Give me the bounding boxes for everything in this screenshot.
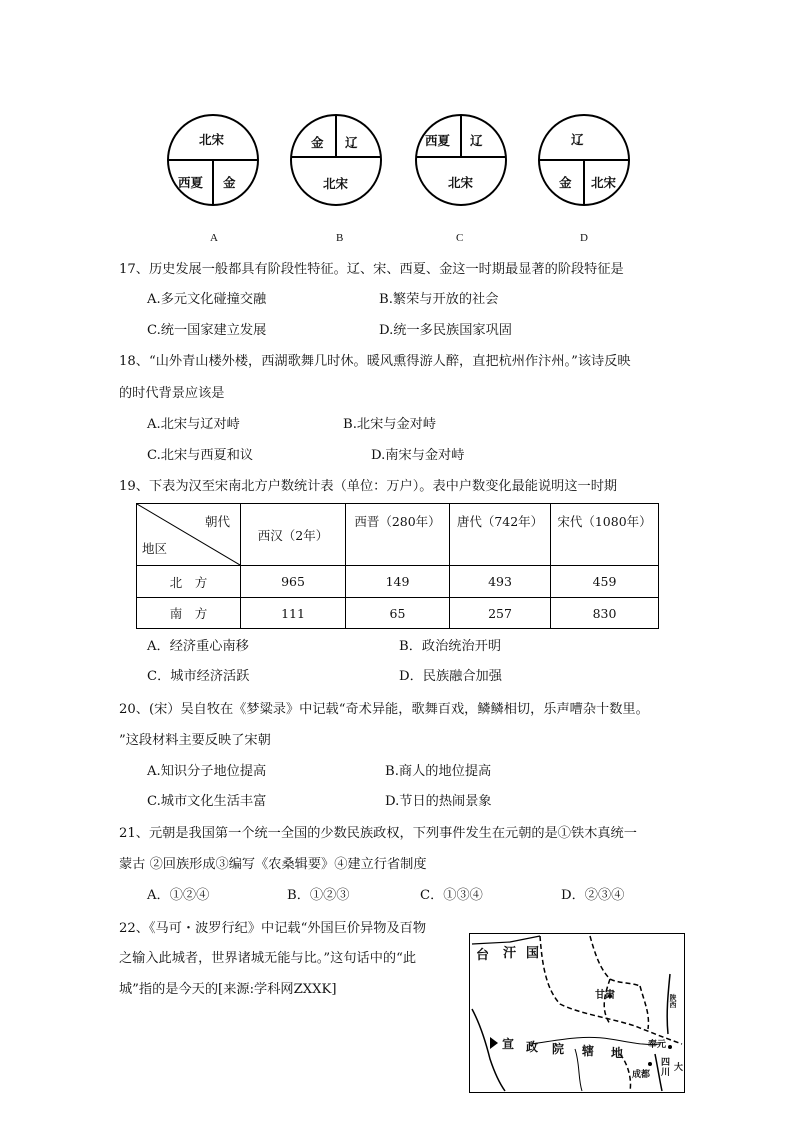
corner-bottom-label: 地区 bbox=[142, 541, 168, 556]
table-cell: 965 bbox=[241, 566, 346, 598]
map-label: 陕西 bbox=[669, 994, 677, 1008]
table-row bbox=[137, 566, 659, 598]
table-col-header: 西晋（280年） bbox=[346, 504, 450, 566]
circle-d-label-top: 辽 bbox=[571, 132, 584, 147]
table-row-label: 北 方 bbox=[137, 566, 241, 598]
circle-a-label-left: 西夏 bbox=[178, 175, 204, 190]
circle-d-label-left: 金 bbox=[559, 175, 572, 190]
circle-diagram-a bbox=[166, 113, 260, 207]
map-label: 大 bbox=[674, 1063, 684, 1073]
q20-option-a: A.知识分子地位提高 bbox=[147, 764, 267, 779]
q17-option-a: A.多元文化碰撞交融 bbox=[147, 292, 267, 307]
q20-stem-line2: ”这段材料主要反映了宋朝 bbox=[119, 733, 271, 748]
circle-c-label-bottom: 北宋 bbox=[448, 175, 474, 190]
circle-a-svg bbox=[166, 113, 260, 207]
q17-stem: 17、历史发展一般都具有阶段性特征。辽、宋、西夏、金这一时期最显著的阶段特征是 bbox=[119, 262, 624, 277]
q22-stem-line2: 之输入此城者，世界诸城无能与比。”这句话中的“此 bbox=[119, 951, 417, 966]
map-label: 成都 bbox=[632, 1070, 651, 1080]
circle-letter-b: B bbox=[336, 232, 344, 244]
table-col-header: 宋代（1080年） bbox=[551, 504, 659, 566]
q21-stem-line1: 21、元朝是我国第一个统一全国的少数民族政权，下列事件发生在元朝的是①铁木真统一 bbox=[119, 826, 637, 841]
q18-stem-line1: 18、“山外青山楼外楼，西湖歌舞几时休。暖风熏得游人醉，直把杭州作汴州。”该诗反映 bbox=[119, 354, 631, 369]
circle-b-label-bottom: 北宋 bbox=[323, 176, 349, 191]
table-col-header: 唐代（742年） bbox=[450, 504, 551, 566]
circle-c-label-right: 辽 bbox=[470, 133, 483, 148]
q20-option-d: D.节日的热闹景象 bbox=[385, 794, 492, 809]
circle-diagram-b bbox=[289, 113, 383, 207]
historical-map bbox=[469, 933, 685, 1093]
map-label: 四 bbox=[661, 1058, 671, 1068]
circle-d-svg bbox=[537, 113, 631, 207]
map-label: 宣 bbox=[502, 1037, 515, 1051]
map-label: 汗 bbox=[503, 946, 517, 961]
map-label: 政 bbox=[526, 1040, 539, 1054]
household-stats-table bbox=[136, 503, 659, 629]
q19-option-b: B．政治统治开明 bbox=[399, 639, 502, 654]
map-label: 奉元 bbox=[648, 1040, 667, 1050]
map-label: 台 bbox=[476, 948, 490, 963]
map-label: 辖 bbox=[582, 1044, 595, 1058]
q18-option-a: A.北宋与辽对峙 bbox=[147, 417, 240, 432]
q19-stem: 19、下表为汉至宋南北方户数统计表（单位：万户）。表中户数变化最能说明这一时期 bbox=[119, 479, 618, 494]
q19-option-a: A．经济重心南移 bbox=[147, 639, 249, 654]
map-label: 川 bbox=[661, 1068, 671, 1078]
q19-option-c: C．城市经济活跃 bbox=[147, 669, 250, 684]
circle-diagram-d bbox=[537, 113, 631, 207]
q18-option-d: D.南宋与金对峙 bbox=[371, 448, 465, 463]
q18-stem-line2: 的时代背景应该是 bbox=[119, 386, 225, 401]
table-header-row bbox=[137, 504, 659, 566]
circle-letter-c: C bbox=[456, 232, 464, 244]
circle-d-label-right: 北宋 bbox=[591, 175, 617, 190]
q17-option-d: D.统一多民族国家巩固 bbox=[379, 323, 512, 338]
circle-diagram-c bbox=[414, 113, 508, 207]
corner-top-label: 朝代 bbox=[204, 514, 230, 529]
q21-option-a: A．①②④ bbox=[147, 888, 210, 903]
circle-a-label-right: 金 bbox=[223, 175, 236, 190]
q17-option-b: B.繁荣与开放的社会 bbox=[379, 292, 499, 307]
table-cell: 257 bbox=[450, 598, 551, 629]
circle-c-label-left: 西夏 bbox=[425, 133, 451, 148]
circle-letter-a: A bbox=[210, 232, 218, 244]
table-corner-cell bbox=[137, 504, 241, 566]
circle-b-label-right: 辽 bbox=[345, 135, 358, 150]
q21-stem-line2: 蒙古 ②回族形成③编写《农桑辑要》④建立行省制度 bbox=[119, 857, 427, 872]
table-row bbox=[137, 598, 659, 629]
map-label: 甘肃 bbox=[595, 990, 615, 1001]
circle-letter-d: D bbox=[580, 232, 588, 244]
circle-b-svg bbox=[289, 113, 383, 207]
table-cell: 493 bbox=[450, 566, 551, 598]
q20-option-b: B.商人的地位提高 bbox=[385, 764, 492, 779]
table-col-header: 西汉（2年） bbox=[241, 504, 346, 566]
q17-option-c: C.统一国家建立发展 bbox=[147, 323, 267, 338]
table-cell: 149 bbox=[346, 566, 450, 598]
table-cell: 111 bbox=[241, 598, 346, 629]
table-row-label: 南 方 bbox=[137, 598, 241, 629]
q20-stem-line1: 20、(宋）吴自牧在《梦粱录》中记载“奇术异能，歌舞百戏，鳞鳞相切，乐声嘈杂十数里。 bbox=[119, 702, 649, 717]
circle-a-label-top: 北宋 bbox=[199, 132, 225, 147]
q22-stem-line3: 城”指的是今天的[来源:学科网ZXXK] bbox=[119, 982, 337, 997]
q18-option-c: C.北宋与西夏和议 bbox=[147, 448, 254, 463]
table-cell: 830 bbox=[551, 598, 659, 629]
circle-b-label-left: 金 bbox=[311, 135, 324, 150]
map-label: 国 bbox=[526, 946, 540, 961]
table-cell: 459 bbox=[551, 566, 659, 598]
q21-option-b: B．①②③ bbox=[287, 888, 350, 903]
q19-option-d: D．民族融合加强 bbox=[399, 669, 502, 684]
q20-option-c: C.城市文化生活丰富 bbox=[147, 794, 267, 809]
circle-c-svg bbox=[414, 113, 508, 207]
q21-option-c: C．①③④ bbox=[420, 888, 483, 903]
q18-option-b: B.北宋与金对峙 bbox=[343, 417, 437, 432]
map-label: 院 bbox=[552, 1042, 565, 1056]
table-cell: 65 bbox=[346, 598, 450, 629]
q22-stem-line1: 22、《马可・波罗行纪》中记载“外国巨价异物及百物 bbox=[119, 921, 427, 936]
q21-option-d: D．②③④ bbox=[561, 888, 625, 903]
map-label: 地 bbox=[611, 1046, 624, 1060]
